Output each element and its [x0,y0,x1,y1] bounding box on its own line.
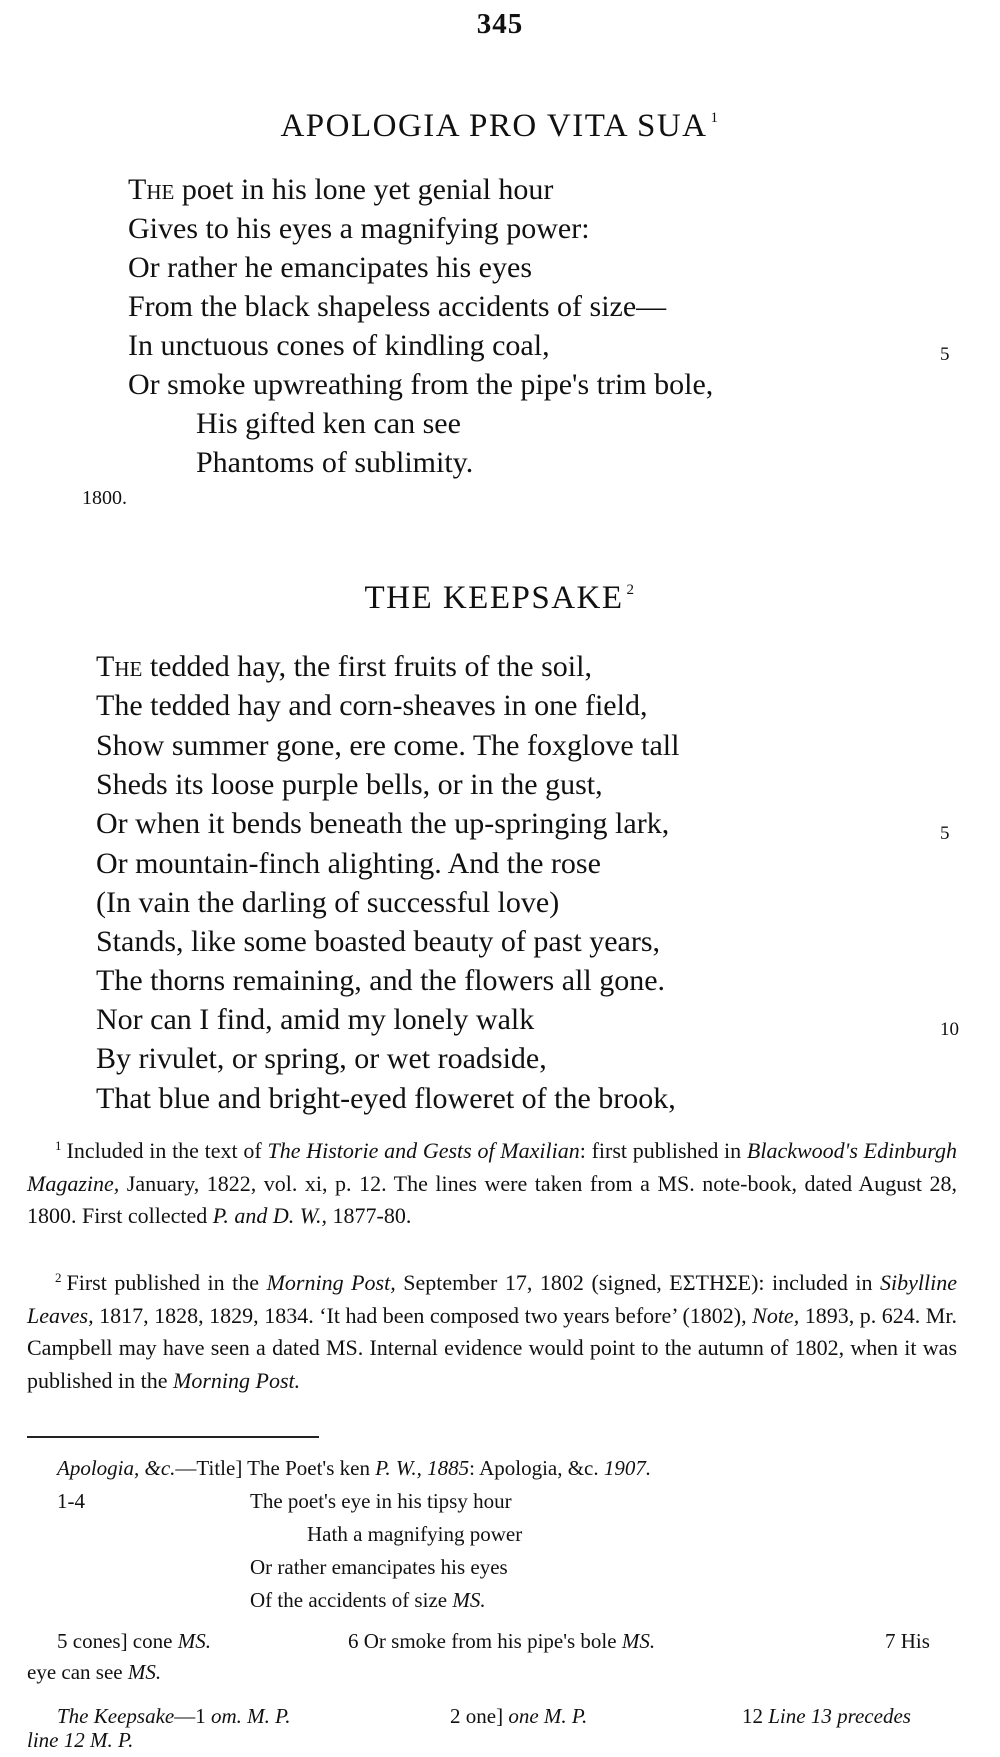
footnote-marker: 2 [55,1270,62,1285]
line-text: poet in his lone yet genial hour [174,173,554,206]
poem-line: Or smoke upwreathing from the pipe's trim bole, [128,368,714,401]
footnote-italic: Sibylline Leaves, [27,1270,957,1328]
poem-line: Nor can I find, amid my lonely walk [96,1003,535,1036]
title-text: THE KEEPSAKE [364,580,624,616]
variant-text: one] [460,1704,509,1728]
variant-italic: om. M. P. [210,1704,291,1728]
variant-line-number: 6 [348,1629,359,1653]
page-number: 345 [476,8,524,40]
variant-text: : Apologia, &c. [469,1456,604,1480]
variant-text: Of the accidents of size [250,1588,448,1612]
footnote-text: 1893, p. 624. Mr. Campbell may have seen a dated MS. Internal evidence would point to the autumn of 1802, when it was published in the [27,1302,957,1393]
footnote-italic: Blackwood's Edinburgh Magazine, [27,1138,957,1196]
variant-line-number: 12 [742,1704,763,1728]
poem-line: In unctuous cones of kindling coal, [128,329,550,362]
footnote-text: 1817, 1828, 1829, 1834. ‘It had been composed two years before’ (1802), [93,1302,753,1328]
variant-ms-line: Or rather emancipates his eyes [250,1555,508,1579]
variant-italic: 1907. [603,1456,652,1480]
title-text: APOLOGIA PRO VITA SUA [280,108,708,144]
poem-line: Show summer gone, ere come. The foxglove tall [96,729,680,762]
variant-italic: MS. [452,1588,486,1612]
variant-italic: P. W., 1885 [375,1456,470,1480]
variant-italic: MS. [177,1629,211,1653]
footnote-marker: 2 [626,582,636,598]
poem-line: Or when it bends beneath the up-springing lark, [96,807,670,840]
variant-line-number: 5 [57,1629,68,1653]
variant-ms-line [250,1584,486,1617]
line-number: 5 [940,823,950,844]
variant-italic: Apologia, &c. [57,1456,176,1480]
variant-5 [57,1625,211,1658]
poem-line: Stands, like some boasted beauty of past years, [96,925,661,958]
variant-7 [885,1625,930,1658]
variant-keepsake-2 [450,1700,587,1733]
poem-line: That blue and bright-eyed floweret of the brook, [96,1082,676,1115]
footnote-marker: 1 [55,1138,62,1153]
variant-title [57,1452,651,1485]
variant-italic: MS. [621,1629,656,1653]
variant-text: —Title] The Poet's ken [175,1456,376,1480]
poem-line: Or rather he emancipates his eyes [128,251,532,284]
footnote-text: 1877-80. [327,1203,412,1228]
variant-line-number: 2 [450,1704,461,1728]
footnote-text: Included in the text of [66,1138,268,1163]
footnote-text: : first published in [579,1138,747,1163]
variant-ms-line: Hath a magnifying power [307,1522,523,1546]
poem-title-apologia [0,108,1000,145]
footnote-italic: P. and D. W., [212,1203,328,1228]
poem-line: His gifted ken can see [196,407,461,440]
variant-italic: line 12 M. P. [27,1728,134,1752]
variant-keepsake-12-cont [27,1724,133,1757]
poem-date: 1800. [82,487,127,509]
poem-line: By rivulet, or spring, or wet roadside, [96,1042,547,1075]
line-number: 5 [940,344,950,365]
poem-line: The tedded hay and corn-sheaves in one field, [96,689,648,722]
poem-line: Or mountain-finch alighting. And the rose [96,847,601,880]
poem-line: The thorns remaining, and the flowers all gone. [96,964,666,997]
poem-line: Phantoms of sublimity. [196,446,474,479]
variant-italic: MS. [127,1660,162,1684]
variant-7-cont [27,1656,161,1689]
footnote-1 [27,1130,957,1233]
poem-title-keepsake [0,580,1000,617]
line-text: tedded hay, the first fruits of the soil, [142,650,592,683]
line-number: 10 [940,1019,959,1040]
footnote-rule [27,1436,319,1438]
variant-text: cones] cone [67,1629,178,1653]
footnote-text: First published in the [66,1270,267,1295]
variant-line-number: 7 [885,1629,896,1653]
poem-line [96,648,592,686]
variant-line-number: 1 [195,1704,206,1728]
poem-line: From the black shapeless accidents of size— [128,290,667,323]
variant-ms-line: The poet's eye in his tipsy hour [250,1489,512,1513]
poem-line: Sheds its loose purple bells, or in the gust, [96,768,603,801]
variant-text: eye can see [27,1660,128,1684]
footnote-2 [27,1262,957,1397]
poem-line [128,171,553,209]
variant-text: Or smoke from his pipe's bole [358,1629,622,1653]
variant-italic: The Keepsake [57,1704,175,1728]
first-word: The [96,650,143,683]
variant-italic: Line 13 precedes [768,1704,911,1728]
variant-keepsake-12 [742,1700,911,1733]
variant-range: 1-4 [57,1489,85,1513]
footnote-italic: Morning Post, [266,1270,396,1295]
variant-text: His [895,1629,930,1653]
footnote-text: January, 1822, vol. xi, p. 12. The lines were taken from a MS. note-book, dated August 28, 1800. First collected [27,1170,957,1228]
variant-text: — [174,1704,196,1728]
poem-line: (In vain the darling of successful love) [96,886,560,919]
variant-italic: one M. P. [508,1704,588,1728]
poem-line: Gives to his eyes a magnifying power: [128,212,590,245]
footnote-italic: The Historie and Gests of Maxilian [267,1138,580,1163]
first-word: The [128,173,175,206]
footnote-italic: Note, [752,1302,800,1328]
variant-6 [348,1625,655,1658]
footnote-marker: 1 [710,110,720,126]
footnote-italic: Morning Post. [173,1367,301,1393]
footnote-text: September 17, 1802 (signed, ΕΣΤΗΣΕ): included in [395,1270,881,1295]
